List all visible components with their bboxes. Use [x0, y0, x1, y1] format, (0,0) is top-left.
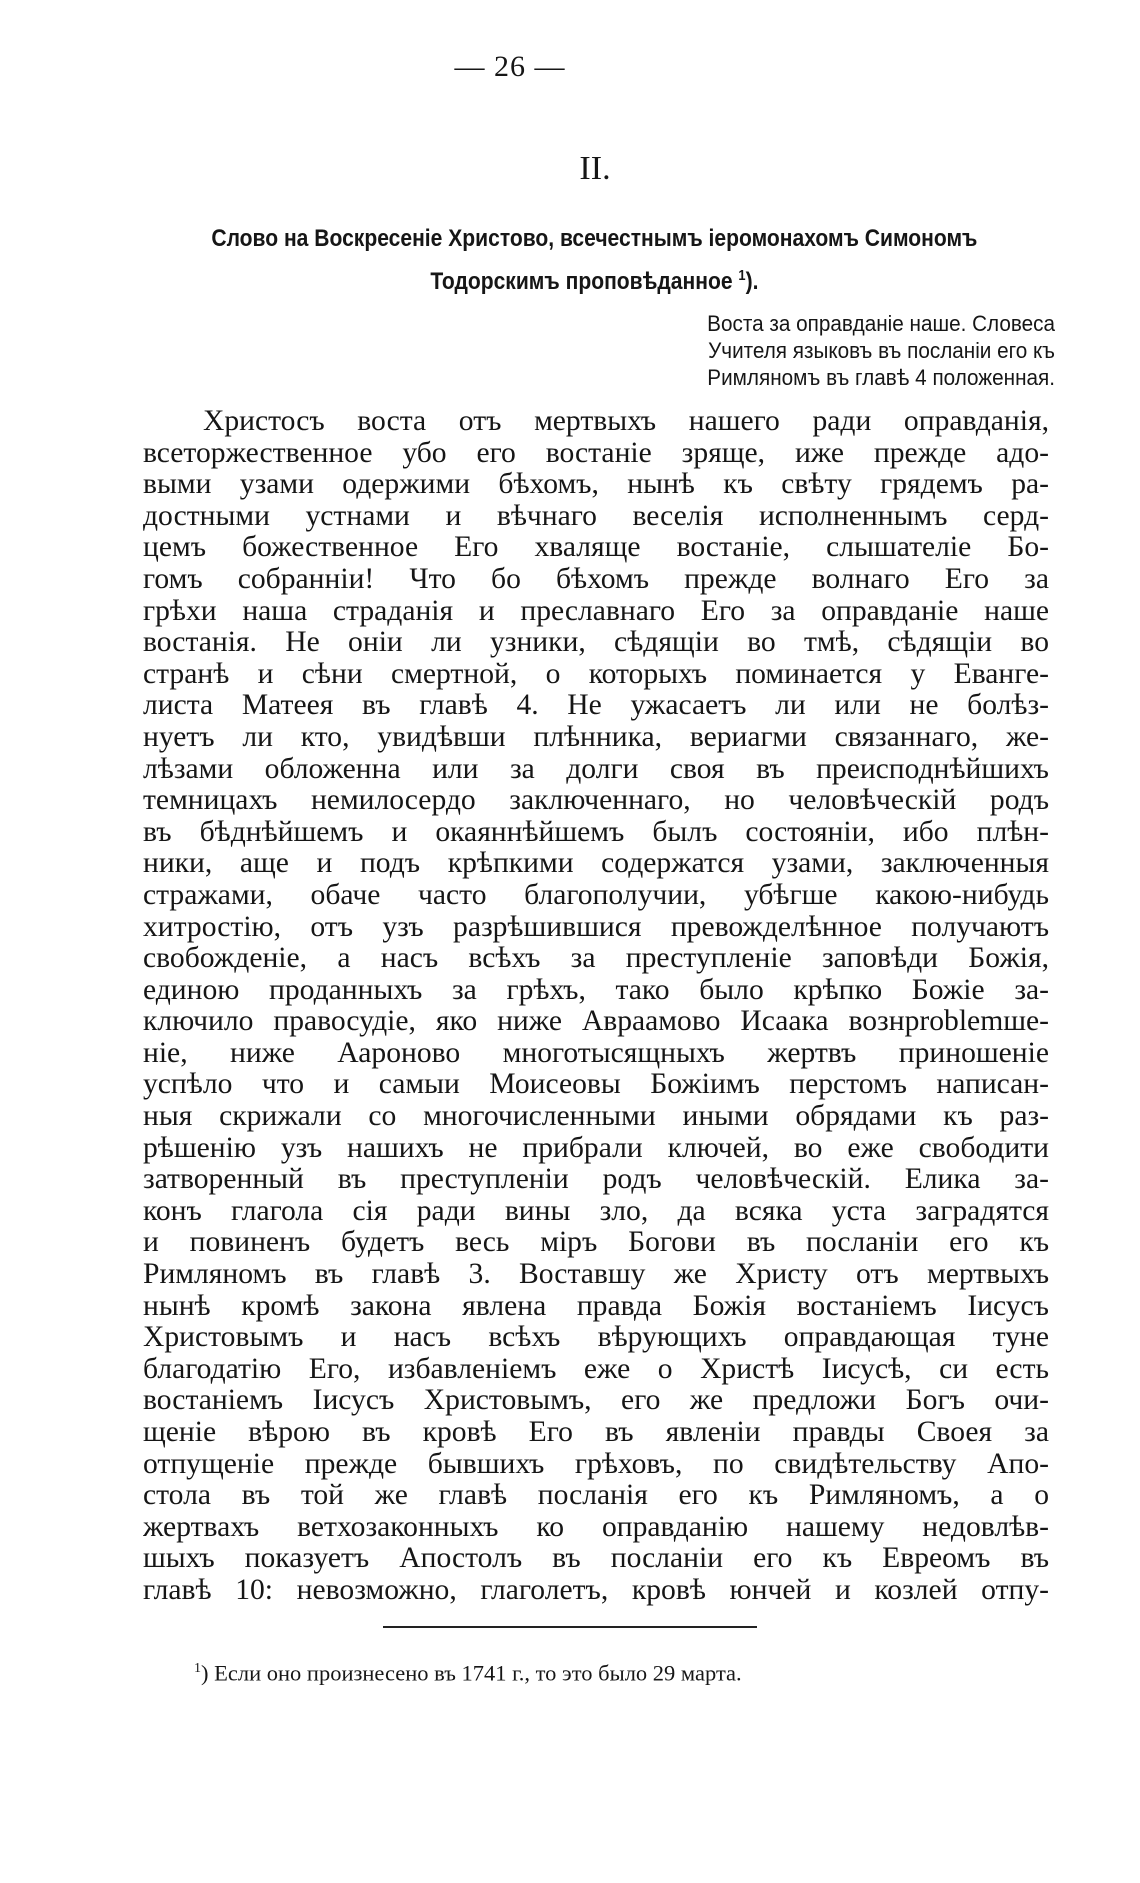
- body-text: [143, 406, 1049, 1607]
- body-line: затворенный въ преступленіи родъ человѣческій. Елика за-: [143, 1164, 1049, 1196]
- title-line-2-end: ).: [745, 268, 759, 296]
- footnote-rule: [383, 1626, 757, 1628]
- body-line: шыхъ показуетъ Апостолъ въ посланіи его къ Евреомъ въ: [143, 1543, 1049, 1575]
- body-line: лѣзами обложенна или за долги своя въ преисподнѣйшихъ: [143, 753, 1049, 785]
- body-line: главѣ 10: невозможно, глаголетъ, кровѣ юнчей и козлей отпу-: [143, 1574, 1049, 1606]
- body-line: стражами, обаче часто благополучии, убѣгше какою-нибудь: [143, 879, 1049, 911]
- body-line: и повиненъ будетъ весь міръ Богови въ посланіи его къ: [143, 1227, 1049, 1259]
- body-line: щеніе вѣрою въ кровѣ Его въ явленіи правды Своея за: [143, 1417, 1049, 1448]
- body-line: цемъ божественное Его хваляще востаніе, слышателіе Бо-: [143, 532, 1049, 564]
- body-line: отпущеніе прежде бывшихъ грѣховъ, по свидѣтельству Апо-: [143, 1448, 1049, 1480]
- epigraph-line: Учителя языковъ въ посланіи его къ: [708, 338, 1055, 363]
- footnote-text: ) Если оно произнесено въ 1741 г., то это было 29 марта.: [201, 1660, 742, 1686]
- body-line: ники, аще и подъ крѣпкими содержатся узами, заключенныя: [143, 848, 1049, 880]
- body-line: ключило правосудіе, яко ниже Авраамово Исаака вознproblemше-: [143, 1006, 1049, 1038]
- body-line: единою проданныхъ за грѣхъ, тако было крѣпко Божіе за-: [143, 974, 1049, 1006]
- title-footnote-marker: 1: [738, 267, 746, 284]
- body-line: успѣло что и самыи Моисеовы Божіимъ перстомъ написан-: [143, 1069, 1049, 1101]
- body-line: странѣ и сѣни смертной, о которыхъ поминается у Еванге-: [143, 658, 1049, 690]
- body-line: ныя скрижали со многочисленными иными обрядами къ раз-: [143, 1101, 1049, 1133]
- body-line: хитростію, отъ узъ разрѣшившися превожделѣнное получаютъ: [143, 911, 1049, 943]
- epigraph: [627, 310, 1055, 391]
- body-line: всеторжественное убо его востаніе зряще, иже прежде адо-: [143, 437, 1049, 469]
- page-number: — 26 —: [454, 50, 566, 83]
- body-line: листа Матеея въ главѣ 4. Не ужасаетъ ли или не болѣз-: [143, 690, 1049, 722]
- body-line: темницахъ немилосердо заключеннаго, но человѣческій родъ: [143, 785, 1049, 817]
- body-line: грѣхи наша страданія и преславнаго Его за оправданіе наше: [143, 595, 1049, 627]
- epigraph-line: Воста за оправданіе наше. Словеса: [707, 311, 1055, 336]
- epigraph-line: Римляномъ въ главѣ 4 положенная.: [707, 365, 1055, 390]
- body-line: востанія. Не оніи ли узники, сѣдящіи во тмѣ, сѣдящіи во: [143, 627, 1049, 659]
- title-line-2: [130, 257, 1059, 300]
- title-line-2-text: Тодорскимъ проповѣданное: [430, 268, 733, 296]
- body-line: жертвахъ ветхозаконныхъ ко оправданію нашему недовлѣв-: [143, 1511, 1049, 1543]
- sermon-title: [130, 220, 1059, 300]
- body-line: ніе, ниже Аароново многотысящныхъ жертвъ приношеніе: [143, 1037, 1049, 1069]
- body-line: достными устнами и вѣчнаго веселія исполненнымъ серд-: [143, 500, 1049, 532]
- footnote: [194, 1655, 994, 1688]
- body-line: Римляномъ въ главѣ 3. Воставшу же Христу отъ мертвыхъ: [143, 1259, 1049, 1291]
- body-line: стола въ той же главѣ посланія его къ Римляномъ, а о: [143, 1480, 1049, 1512]
- section-numeral: II.: [579, 150, 611, 187]
- body-line: нуетъ ли кто, увидѣвши плѣнника, вериагми связаннаго, же-: [143, 721, 1049, 753]
- title-line-1: Слово на Воскресеніе Христово, всечестнымъ іеромонахомъ Симономъ: [211, 225, 978, 252]
- body-line: гомъ собранніи! Что бо бѣхомъ прежде волнаго Его за: [143, 563, 1049, 595]
- body-line: выми узами одержими бѣхомъ, нынѣ къ свѣту грядемъ ра-: [143, 469, 1049, 501]
- body-line: въ бѣднѣйшемъ и окаяннѣйшемъ былъ состояніи, ибо плѣн-: [143, 816, 1049, 848]
- body-line: конъ глагола сія ради вины зло, да всяка уста заградятся: [143, 1195, 1049, 1227]
- body-line: рѣшенію узъ нашихъ не прибрали ключей, во еже свободити: [143, 1132, 1049, 1164]
- body-line: Христовымъ и насъ всѣхъ вѣрующихъ оправдающая туне: [143, 1322, 1049, 1354]
- footnote-marker: 1: [194, 1661, 201, 1676]
- body-line: свобожденіе, а насъ всѣхъ за преступленіе заповѣди Божія,: [143, 943, 1049, 975]
- body-line: востаніемъ Іисусъ Христовымъ, его же предложи Богъ очи-: [143, 1385, 1049, 1417]
- body-line: благодатію Его, избавленіемъ еже о Христѣ Іисусѣ, си есть: [143, 1353, 1049, 1385]
- body-line: Христосъ воста отъ мертвыхъ нашего ради оправданія,: [203, 406, 1049, 437]
- body-line: нынѣ кромѣ закона явлена правда Божія востаніемъ Іисусъ: [143, 1290, 1049, 1322]
